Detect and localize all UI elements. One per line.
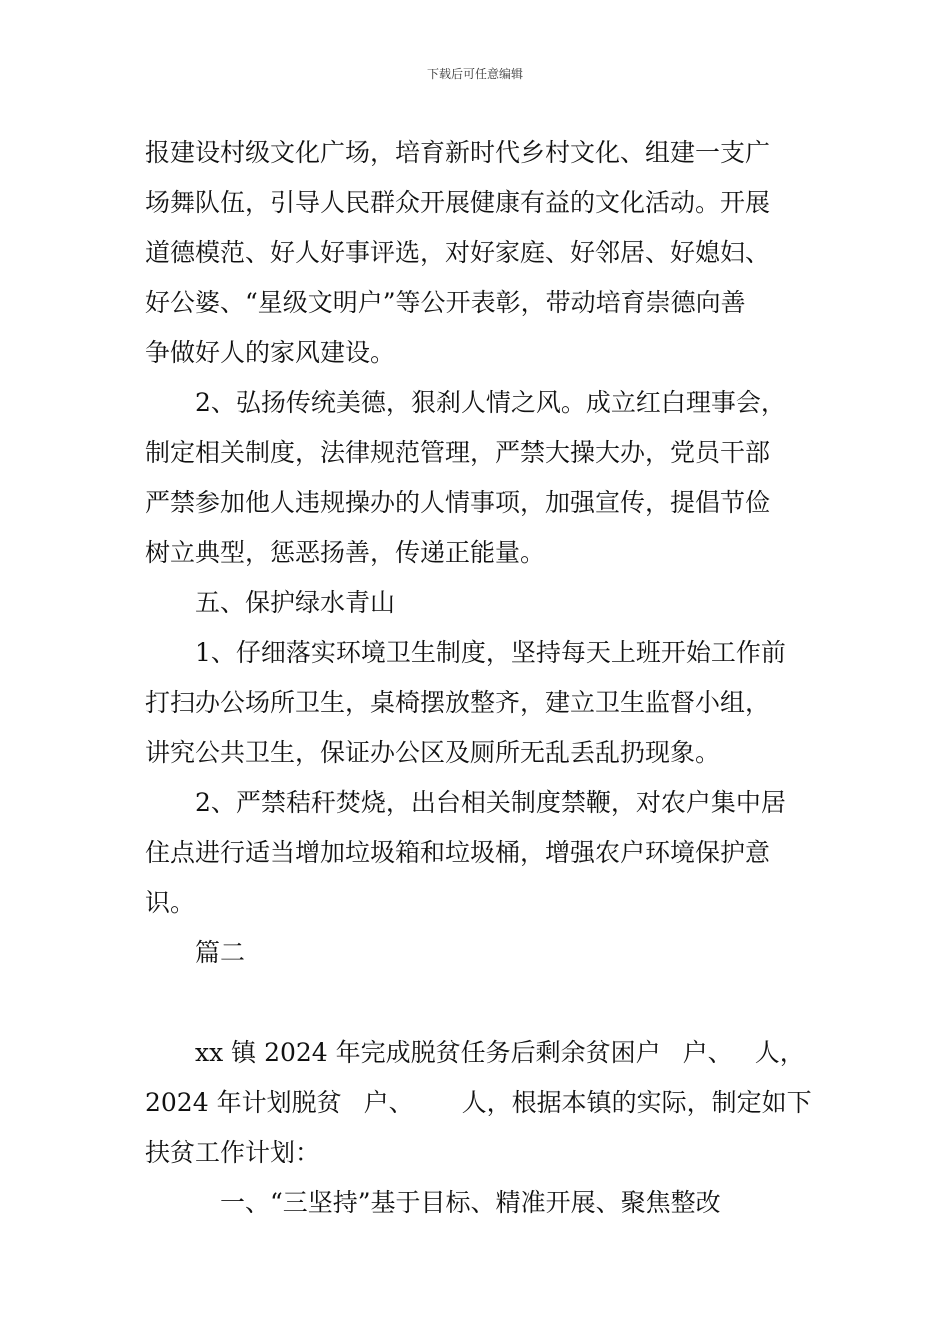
- page-header-note: 下载后可任意编辑: [426, 67, 523, 81]
- text-line: 讲究公共卫生，保证办公区及厕所无乱丢乱扔现象。: [145, 738, 721, 767]
- text-segment: 人，: [754, 1038, 805, 1067]
- text-line: 道德模范、好人好事评选，对好家庭、好邻居、好媳妇、: [145, 238, 771, 267]
- section-heading: 一、“三坚持”基于目标、精准开展、聚焦整改: [220, 1188, 721, 1217]
- text-line: 住点进行适当增加垃圾箱和垃圾桶，增强农户环境保护意: [145, 838, 771, 867]
- text-segment: 2024 年计划脱贫: [145, 1088, 342, 1117]
- text-line: 识。: [145, 888, 196, 917]
- text-line: [145, 1078, 810, 1128]
- text-segment: xx 镇 2024 年完成脱贫任务后剩余贫困户: [195, 1038, 661, 1067]
- text-line: 报建设村级文化广场，培育新时代乡村文化、组建一支广: [145, 138, 771, 167]
- text-line: 2、严禁秸秆焚烧，出台相关制度禁鞭，对农户集中居: [195, 788, 786, 817]
- text-segment: 户、: [363, 1088, 414, 1117]
- text-line: 扶贫工作计划：: [145, 1138, 321, 1167]
- blank-line: [145, 978, 810, 1028]
- document-body: [145, 128, 810, 1228]
- text-segment: 户、: [682, 1038, 733, 1067]
- text-line: 打扫办公场所卫生，桌椅摆放整齐，建立卫生监督小组，: [145, 688, 771, 717]
- text-line: 2、弘扬传统美德，狠刹人情之风。成立红白理事会，: [195, 388, 786, 417]
- text-line: 树立典型，惩恶扬善，传递正能量。: [145, 538, 546, 567]
- text-line: [145, 1028, 810, 1078]
- text-line: 好公婆、“星级文明户”等公开表彰，带动培育崇德向善: [145, 288, 746, 317]
- section-heading: 五、保护绿水青山: [195, 588, 396, 617]
- part-heading: 篇二: [195, 938, 246, 967]
- text-line: 制定相关制度，法律规范管理，严禁大操大办，党员干部: [145, 438, 771, 467]
- text-line: 严禁参加他人违规操办的人情事项，加强宣传，提倡节俭: [145, 488, 771, 517]
- text-line: 场舞队伍，引导人民群众开展健康有益的文化活动。开展: [145, 188, 771, 217]
- text-segment: 人，根据本镇的实际，制定如下: [461, 1088, 812, 1117]
- text-line: 1、仔细落实环境卫生制度，坚持每天上班开始工作前: [195, 638, 786, 667]
- text-line: 争做好人的家风建设。: [145, 338, 396, 367]
